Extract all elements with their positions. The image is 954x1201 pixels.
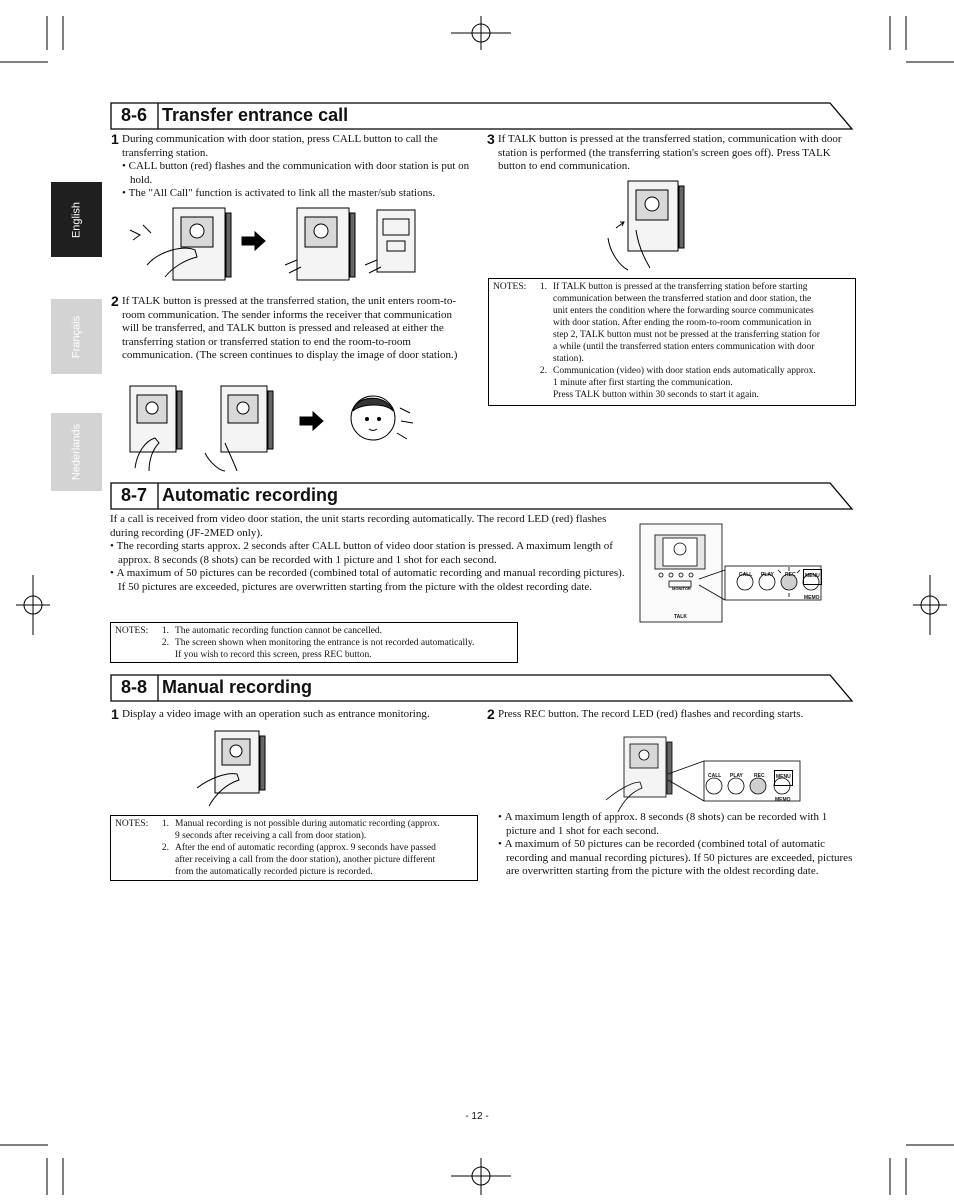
- play-button-label: PLAY: [730, 773, 743, 779]
- note-line: with door station. After ending the room-to-room communication in: [553, 318, 812, 328]
- manual-step-2-text: [498, 708, 858, 722]
- note-line: communication between the transferred station and door station, the: [553, 294, 812, 304]
- call-button-label: CALL: [708, 773, 722, 779]
- note-body: [175, 625, 382, 637]
- step-1-bullets: [122, 160, 476, 201]
- step-2-instruction: If TALK button is pressed at the transferred station, the unit enters room-to-room communication. The sender informs the receiver that communication will be transferred, and TALK button is pressed and released at either the transferring station or transferred station to end the room-to-room communication. (The screen continues to display the image of door station.): [122, 295, 458, 361]
- bullet-item: • A maximum of 50 pictures can be recorded (combined total of automatic recording and manual recording pictures). If 50 pictures are exceeded, pictures are overwritten starting from the picture with the oldest recording date.: [498, 838, 858, 879]
- bullet-item: • CALL button (red) flashes and the communication with door station is put on hold.: [122, 160, 476, 187]
- manual-step-2-instruction: Press REC button. The record LED (red) flashes and recording starts.: [498, 708, 804, 720]
- note-row: [493, 365, 851, 401]
- note-line: a while (until the transferred station enters communication with door: [553, 342, 815, 352]
- tab-english-label: English: [69, 201, 82, 238]
- manual-step-1-number: 1: [111, 706, 119, 722]
- tab-nederlands-label: Nederlands: [69, 423, 82, 481]
- call-button-label: CALL: [739, 572, 753, 578]
- manual-step-1-illustration: [195, 728, 275, 810]
- auto-recording-intro: If a call is received from video door station, the unit starts recording automatically. The record LED (red) flashes during recording (JF-2MED only).: [110, 513, 607, 539]
- tab-english[interactable]: [51, 182, 102, 257]
- notes-label: NOTES:: [493, 282, 527, 292]
- step-3-instruction: If TALK button is pressed at the transferred station, communication with door station is performed (the transferring station's screen goes off). Press TALK button to end communication.: [498, 133, 842, 172]
- tab-francais[interactable]: [51, 299, 102, 374]
- step-3-number: 3: [487, 131, 495, 147]
- note-number: 2.: [539, 366, 547, 376]
- auto-recording-figure: [639, 523, 835, 623]
- step-1-instruction: During communication with door station, press CALL button to call the transferring station.: [122, 133, 438, 159]
- monitor-button-label: MONITOR: [672, 586, 691, 591]
- manual-step-1-text: [122, 708, 482, 722]
- manual-step-1-instruction: Display a video image with an operation such as entrance monitoring.: [122, 708, 430, 720]
- note-number: 2.: [161, 843, 169, 853]
- step-1-number: 1: [111, 131, 119, 147]
- section-number: 8-8: [120, 677, 147, 697]
- memo-label: MEMO: [804, 595, 820, 601]
- section-title: Transfer entrance call: [162, 105, 349, 125]
- note-line: If you wish to record this screen, press REC button.: [175, 650, 372, 660]
- manual-recording-bullets: [498, 811, 858, 879]
- section-number: 8-7: [120, 485, 147, 505]
- note-row: [115, 842, 473, 878]
- note-row: [115, 818, 473, 842]
- note-line: The screen shown when monitoring the entrance is not recorded automatically.: [175, 638, 475, 648]
- note-row: [493, 281, 851, 365]
- note-line: station).: [553, 354, 584, 364]
- section-8-8-heading: [110, 674, 854, 702]
- menu-button-label: MENU: [803, 569, 822, 585]
- note-line: Communication (video) with door station ends automatically approx.: [553, 366, 816, 376]
- tab-nederlands[interactable]: [51, 413, 102, 491]
- step-2-illustration: [125, 383, 425, 473]
- step-1-text: [122, 133, 476, 201]
- step-1-illustration: [125, 205, 425, 287]
- rec-button-label: REC: [754, 773, 765, 779]
- notes-8-8: [110, 815, 478, 881]
- note-number: 1.: [539, 282, 547, 292]
- note-line: step 2, TALK button must not be pressed at the transferring station for: [553, 330, 820, 340]
- bullet-item: • A maximum of 50 pictures can be recorded (combined total of automatic recording and manual recording pictures). If 50 pictures are exceeded, pictures are overwritten starting from the picture with the oldest recording date.: [110, 567, 630, 594]
- memo-label: MEMO: [775, 797, 791, 803]
- note-line: from the automatically recorded picture is recorded.: [175, 867, 373, 877]
- auto-recording-text: [110, 513, 630, 594]
- note-line: unit enters the condition where the forwarding source communicates: [553, 306, 814, 316]
- note-number: 1.: [161, 819, 169, 829]
- bullet-item: • A maximum length of approx. 8 seconds (8 shots) can be recorded with 1 picture and 1 shot for each second.: [498, 811, 858, 838]
- step-3-illustration: [598, 178, 718, 274]
- note-line: 9 seconds after receiving a call from door station).: [175, 831, 367, 841]
- manual-step-2-number: 2: [487, 706, 495, 722]
- note-line: After the end of automatic recording (approx. 9 seconds have passed: [175, 843, 436, 853]
- section-title: Automatic recording: [162, 485, 339, 505]
- manual-recording-bullets-block: [498, 811, 858, 879]
- section-number: 8-6: [120, 105, 147, 125]
- note-body: [175, 818, 440, 842]
- manual-step-2-figure: [604, 734, 804, 814]
- note-line: 1 minute after first starting the communication.: [553, 378, 733, 388]
- note-line: after receiving a call from the door station), another picture different: [175, 855, 436, 865]
- auto-recording-bullets: [110, 540, 630, 594]
- note-line: Manual recording is not possible during automatic recording (approx.: [175, 819, 440, 829]
- note-row: [115, 625, 513, 637]
- bullet-item: • The recording starts approx. 2 seconds after CALL button of video door station is pressed. A maximum length of approx. 8 seconds (8 shots) can be recorded with 1 picture and 1 shot for each second.: [110, 540, 630, 567]
- bullet-item: • The "All Call" function is activated to link all the master/sub stations.: [122, 187, 476, 201]
- section-title: Manual recording: [162, 677, 313, 697]
- section-8-7-heading: [110, 482, 854, 510]
- section-8-6-heading: [110, 102, 854, 130]
- rec-button-label: REC: [785, 572, 796, 578]
- tab-francais-label: Français: [69, 315, 82, 358]
- talk-label: TALK: [674, 614, 687, 620]
- play-button-label: PLAY: [761, 572, 774, 578]
- note-line: The automatic recording function cannot be cancelled.: [175, 626, 383, 636]
- note-number: 1.: [161, 626, 169, 636]
- notes-label: NOTES:: [115, 819, 149, 829]
- notes-label: NOTES:: [115, 626, 149, 636]
- note-number: 2.: [161, 638, 169, 648]
- note-body: [175, 637, 474, 661]
- note-line: If TALK button is pressed at the transferring station before starting: [553, 282, 808, 292]
- notes-8-6: [488, 278, 856, 406]
- step-2-text: [122, 295, 467, 363]
- step-2-number: 2: [111, 293, 119, 309]
- note-row: [115, 637, 513, 661]
- note-body: [175, 842, 436, 878]
- page-number: - 12 -: [465, 1111, 489, 1122]
- step-3-text: [498, 133, 860, 174]
- notes-8-7: [110, 622, 518, 663]
- note-line: Press TALK button within 30 seconds to start it again.: [553, 390, 759, 400]
- note-body: [553, 281, 820, 365]
- note-body: [553, 365, 816, 401]
- menu-button-label: MENU: [774, 770, 793, 786]
